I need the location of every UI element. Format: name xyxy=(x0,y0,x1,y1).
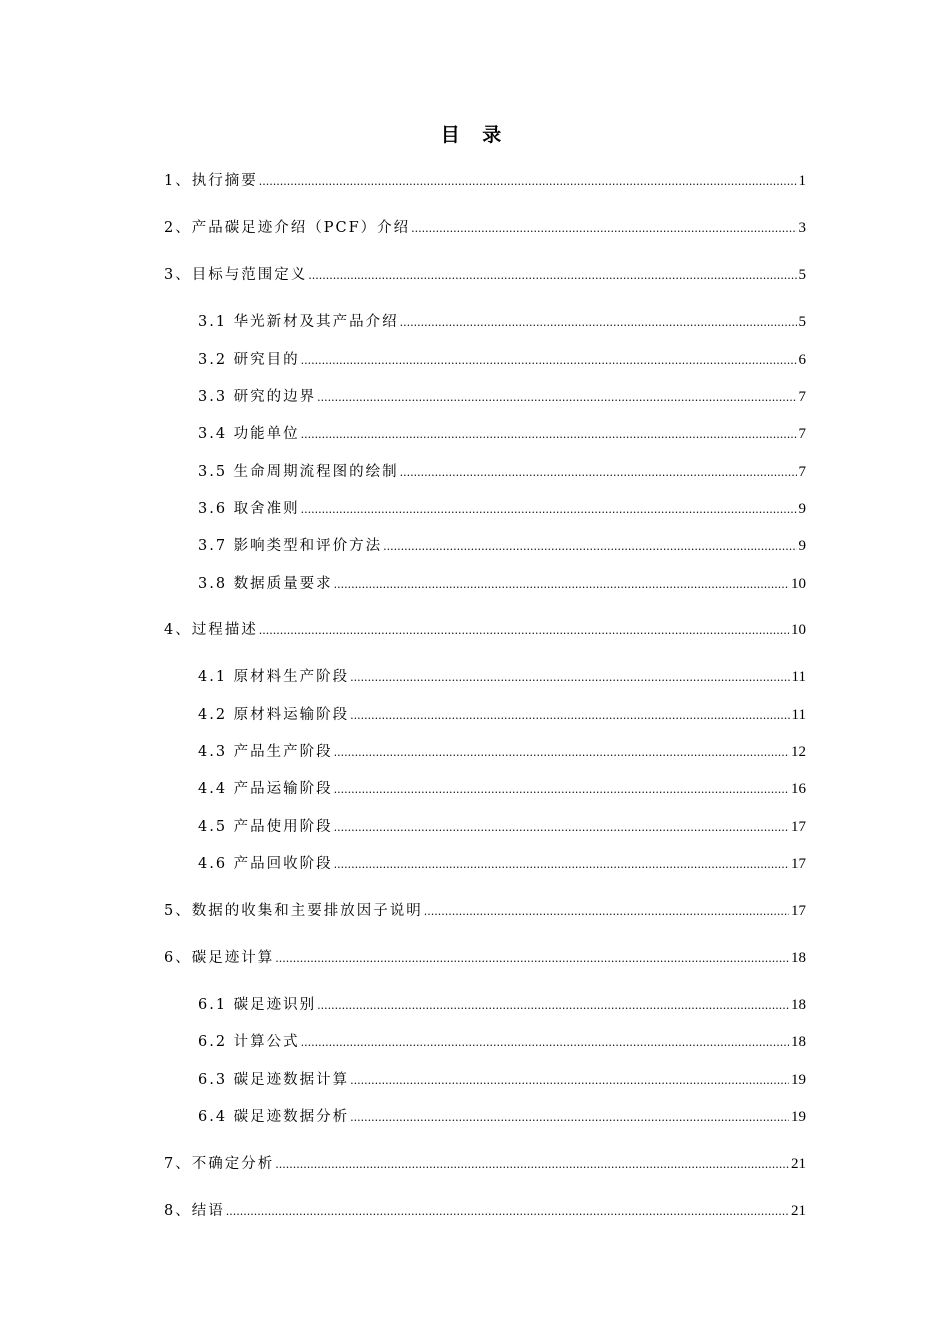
toc-entry-label: 6.2 计算公式 xyxy=(198,1034,300,1050)
toc-entry-3-3[interactable] xyxy=(198,387,806,407)
toc-entry-page: 1 xyxy=(798,173,806,189)
toc-entry-label: 3.2 研究目的 xyxy=(198,352,300,368)
dot-leader xyxy=(317,996,789,1016)
toc-entry-6-3[interactable] xyxy=(198,1070,806,1090)
toc-entry-label: 7、不确定分析 xyxy=(164,1156,275,1172)
toc-entry-page: 18 xyxy=(791,1034,806,1050)
toc-entry-page: 21 xyxy=(791,1156,806,1172)
toc-entry-4-5[interactable] xyxy=(198,817,806,837)
toc-title: 目 录 xyxy=(440,124,510,146)
dot-leader xyxy=(301,425,797,445)
toc-entry-label: 4、过程描述 xyxy=(164,622,258,638)
dot-leader xyxy=(275,1155,789,1175)
toc-entry-5[interactable] xyxy=(164,901,806,921)
toc-entry-page: 11 xyxy=(791,707,806,723)
dot-leader xyxy=(259,172,797,192)
toc-entry-6-4[interactable] xyxy=(198,1107,806,1127)
toc-entry-6-2[interactable] xyxy=(198,1032,806,1052)
dot-leader xyxy=(334,780,789,800)
toc-entry-label: 3.7 影响类型和评价方法 xyxy=(198,538,383,554)
dot-leader xyxy=(350,668,789,688)
toc-entry-page: 5 xyxy=(798,314,806,330)
toc-entry-3-7[interactable] xyxy=(198,536,806,556)
toc-entry-4-2[interactable] xyxy=(198,705,806,725)
toc-entry-3-6[interactable] xyxy=(198,499,806,519)
toc-entry-label: 1、执行摘要 xyxy=(164,173,258,189)
toc-entry-label: 4.1 原材料生产阶段 xyxy=(198,669,350,685)
toc-entry-label: 6.1 碳足迹识别 xyxy=(198,997,317,1013)
dot-leader xyxy=(334,575,789,595)
toc-entry-label: 4.5 产品使用阶段 xyxy=(198,819,333,835)
toc-entry-3-8[interactable] xyxy=(198,574,806,594)
toc-entry-page: 19 xyxy=(791,1109,806,1125)
toc-entry-page: 9 xyxy=(798,538,806,554)
dot-leader xyxy=(350,1108,789,1128)
dot-leader xyxy=(301,351,797,371)
dot-leader xyxy=(308,266,796,286)
dot-leader xyxy=(334,855,789,875)
toc-entry-page: 7 xyxy=(798,389,806,405)
toc-entry-label: 4.3 产品生产阶段 xyxy=(198,744,333,760)
toc-entry-page: 21 xyxy=(791,1203,806,1219)
dot-leader xyxy=(350,1071,789,1091)
toc-entry-page: 11 xyxy=(791,669,806,685)
dot-leader xyxy=(424,902,789,922)
toc-entry-4-4[interactable] xyxy=(198,779,806,799)
toc-entry-3[interactable] xyxy=(164,265,806,285)
toc-entry-page: 7 xyxy=(798,464,806,480)
toc-entry-4-3[interactable] xyxy=(198,742,806,762)
toc-entry-label: 6.4 碳足迹数据分析 xyxy=(198,1109,350,1125)
dot-leader xyxy=(275,949,789,969)
toc-entry-page: 6 xyxy=(798,352,806,368)
toc-entry-3-1[interactable] xyxy=(198,312,806,332)
dot-leader xyxy=(400,463,797,483)
toc-entry-8[interactable] xyxy=(164,1201,806,1221)
toc-entry-6-1[interactable] xyxy=(198,995,806,1015)
dot-leader xyxy=(226,1202,789,1222)
toc-entry-page: 17 xyxy=(791,819,806,835)
dot-leader xyxy=(334,818,789,838)
toc-entry-label: 4.4 产品运输阶段 xyxy=(198,781,333,797)
toc-entry-page: 3 xyxy=(798,220,806,236)
toc-entry-page: 17 xyxy=(791,856,806,872)
dot-leader xyxy=(334,743,789,763)
toc-entry-label: 3.6 取舍准则 xyxy=(198,501,300,517)
toc-entry-label: 3.8 数据质量要求 xyxy=(198,576,333,592)
toc-entry-label: 3.1 华光新材及其产品介绍 xyxy=(198,314,399,330)
toc-entry-4-1[interactable] xyxy=(198,667,806,687)
toc-entry-label: 6、碳足迹计算 xyxy=(164,950,275,966)
toc-entry-4[interactable] xyxy=(164,620,806,640)
toc-entry-page: 5 xyxy=(798,267,806,283)
toc-entry-page: 10 xyxy=(791,576,806,592)
toc-entry-3-4[interactable] xyxy=(198,424,806,444)
toc-entry-1[interactable] xyxy=(164,171,806,191)
toc-entry-label: 3.3 研究的边界 xyxy=(198,389,317,405)
toc-entry-page: 16 xyxy=(791,781,806,797)
toc-entry-label: 6.3 碳足迹数据计算 xyxy=(198,1072,350,1088)
toc-entry-page: 18 xyxy=(791,950,806,966)
dot-leader xyxy=(411,219,796,239)
dot-leader xyxy=(259,621,789,641)
toc-entry-label: 2、产品碳足迹介绍（PCF）介绍 xyxy=(164,220,411,236)
dot-leader xyxy=(400,313,797,333)
toc-entry-page: 9 xyxy=(798,501,806,517)
toc-entry-page: 10 xyxy=(791,622,806,638)
toc-entry-3-2[interactable] xyxy=(198,350,806,370)
toc-entry-label: 3.4 功能单位 xyxy=(198,426,300,442)
toc-entry-6[interactable] xyxy=(164,948,806,968)
dot-leader xyxy=(317,388,796,408)
toc-entry-4-6[interactable] xyxy=(198,854,806,874)
toc-entry-label: 4.6 产品回收阶段 xyxy=(198,856,333,872)
toc-entry-page: 19 xyxy=(791,1072,806,1088)
toc-entry-3-5[interactable] xyxy=(198,462,806,482)
toc-entry-page: 18 xyxy=(791,997,806,1013)
dot-leader xyxy=(383,537,796,557)
toc-entry-2[interactable] xyxy=(164,218,806,238)
dot-leader xyxy=(350,706,789,726)
toc-entry-label: 3、目标与范围定义 xyxy=(164,267,308,283)
dot-leader xyxy=(301,1033,789,1053)
toc-entry-7[interactable] xyxy=(164,1154,806,1174)
toc-entry-label: 3.5 生命周期流程图的绘制 xyxy=(198,464,399,480)
toc-entry-page: 12 xyxy=(791,744,806,760)
toc-entry-page: 17 xyxy=(791,903,806,919)
toc-entry-label: 8、结语 xyxy=(164,1203,225,1219)
toc-entry-label: 4.2 原材料运输阶段 xyxy=(198,707,350,723)
toc-entry-page: 7 xyxy=(798,426,806,442)
dot-leader xyxy=(301,500,797,520)
toc-entry-label: 5、数据的收集和主要排放因子说明 xyxy=(164,903,423,919)
